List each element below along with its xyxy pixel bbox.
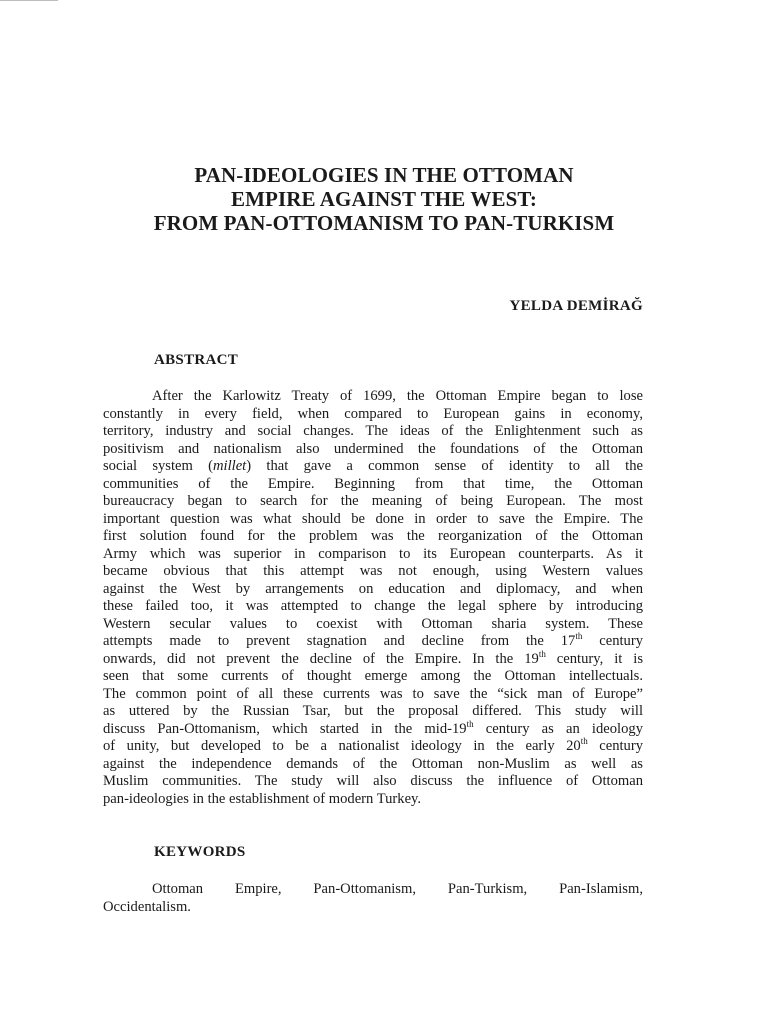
abstract-line: constantly in every field, when compared to European gains in economy, bbox=[103, 405, 643, 422]
abstract-line: against the independence demands of the Ottoman non-Muslim as well as bbox=[103, 755, 643, 772]
abstract-line: territory, industry and social changes. The ideas of the Enlightenment such as bbox=[103, 423, 643, 439]
abstract-line: pan-ideologies in the establishment of modern Turkey. bbox=[103, 790, 422, 807]
abstract-line bbox=[103, 633, 643, 651]
abstract-line: against the West by arrangements on education and diplomacy, and when bbox=[103, 580, 643, 597]
abstract-line bbox=[103, 738, 643, 756]
abstract-text: social system ( bbox=[103, 458, 213, 474]
superscript-th: th bbox=[466, 718, 474, 729]
abstract-line: first solution found for the problem was the reorganization of the Ottoman bbox=[103, 528, 643, 544]
abstract-line: bureaucracy began to search for the meaning of being European. The most bbox=[103, 493, 643, 509]
abstract-text: onwards, did not prevent the decline of the Empire. In the 19 bbox=[103, 650, 539, 667]
abstract-line: became obvious that this attempt was not enough, using Western values bbox=[103, 563, 643, 579]
author-name: YELDA DEMİRAĞ bbox=[509, 298, 643, 314]
abstract-line: as uttered by the Russian Tsar, but the proposal differed. This study will bbox=[103, 703, 643, 719]
title-line-3: FROM PAN-OTTOMANISM TO PAN-TURKISM bbox=[153, 211, 615, 235]
title-line-2: EMPIRE AGAINST THE WEST: bbox=[230, 187, 538, 211]
abstract-text: century as an ideology bbox=[473, 720, 643, 737]
abstract-line: Muslim communities. The study will also discuss the influence of Ottoman bbox=[103, 773, 643, 789]
abstract-line: Western secular values to coexist with Ottoman sharia system. These bbox=[103, 615, 643, 632]
abstract-text: century bbox=[587, 738, 643, 754]
abstract-line: important question was what should be done in order to save the Empire. The bbox=[103, 510, 643, 527]
superscript-th: th bbox=[575, 631, 583, 641]
keywords-heading: KEYWORDS bbox=[154, 844, 246, 860]
abstract-line: seen that some currents of thought emerge among the Ottoman intellectuals. bbox=[103, 668, 643, 684]
abstract-line: communities of the Empire. Beginning from that time, the Ottoman bbox=[103, 475, 643, 492]
abstract-text: century, it is bbox=[545, 650, 644, 667]
abstract-text: that gave a common sense of identity to all the bbox=[266, 458, 643, 474]
scan-border-line bbox=[0, 0, 58, 3]
superscript-th: th bbox=[538, 648, 546, 659]
abstract-line bbox=[103, 458, 643, 476]
keywords-line: Occidentalism. bbox=[103, 899, 191, 915]
abstract-text: century bbox=[582, 633, 643, 649]
abstract-line: The common point of all these currents was to save the “sick man of Europe” bbox=[103, 685, 643, 702]
abstract-body bbox=[103, 388, 643, 808]
abstract-line: After the Karlowitz Treaty of 1699, the Ottoman Empire began to lose bbox=[152, 388, 643, 404]
abstract-line bbox=[103, 648, 644, 669]
millet-term: millet bbox=[213, 458, 247, 474]
paper-title bbox=[60, 163, 708, 235]
abstract-text: discuss Pan-Ottomanism, which started in the mid-19 bbox=[103, 720, 467, 737]
abstract-text: of unity, but developed to be a nationalist ideology in the early 20 bbox=[103, 738, 581, 754]
abstract-heading: ABSTRACT bbox=[154, 352, 239, 368]
abstract-text: attempts made to prevent stagnation and decline from the 17 bbox=[103, 633, 576, 649]
superscript-th: th bbox=[580, 736, 588, 746]
title-line-1: PAN-IDEOLOGIES IN THE OTTOMAN bbox=[194, 163, 574, 187]
abstract-line: these failed too, it was attempted to change the legal sphere by introducing bbox=[103, 598, 643, 614]
abstract-line: positivism and nationalism also undermined the foundations of the Ottoman bbox=[103, 440, 643, 457]
abstract-line: Army which was superior in comparison to its European counterparts. As it bbox=[103, 545, 643, 562]
keywords-body bbox=[103, 880, 643, 916]
abstract-text: ) bbox=[246, 458, 252, 474]
abstract-line bbox=[103, 718, 643, 739]
keywords-line: Ottoman Empire, Pan-Ottomanism, Pan-Turkism, Pan-Islamism, bbox=[152, 881, 643, 897]
